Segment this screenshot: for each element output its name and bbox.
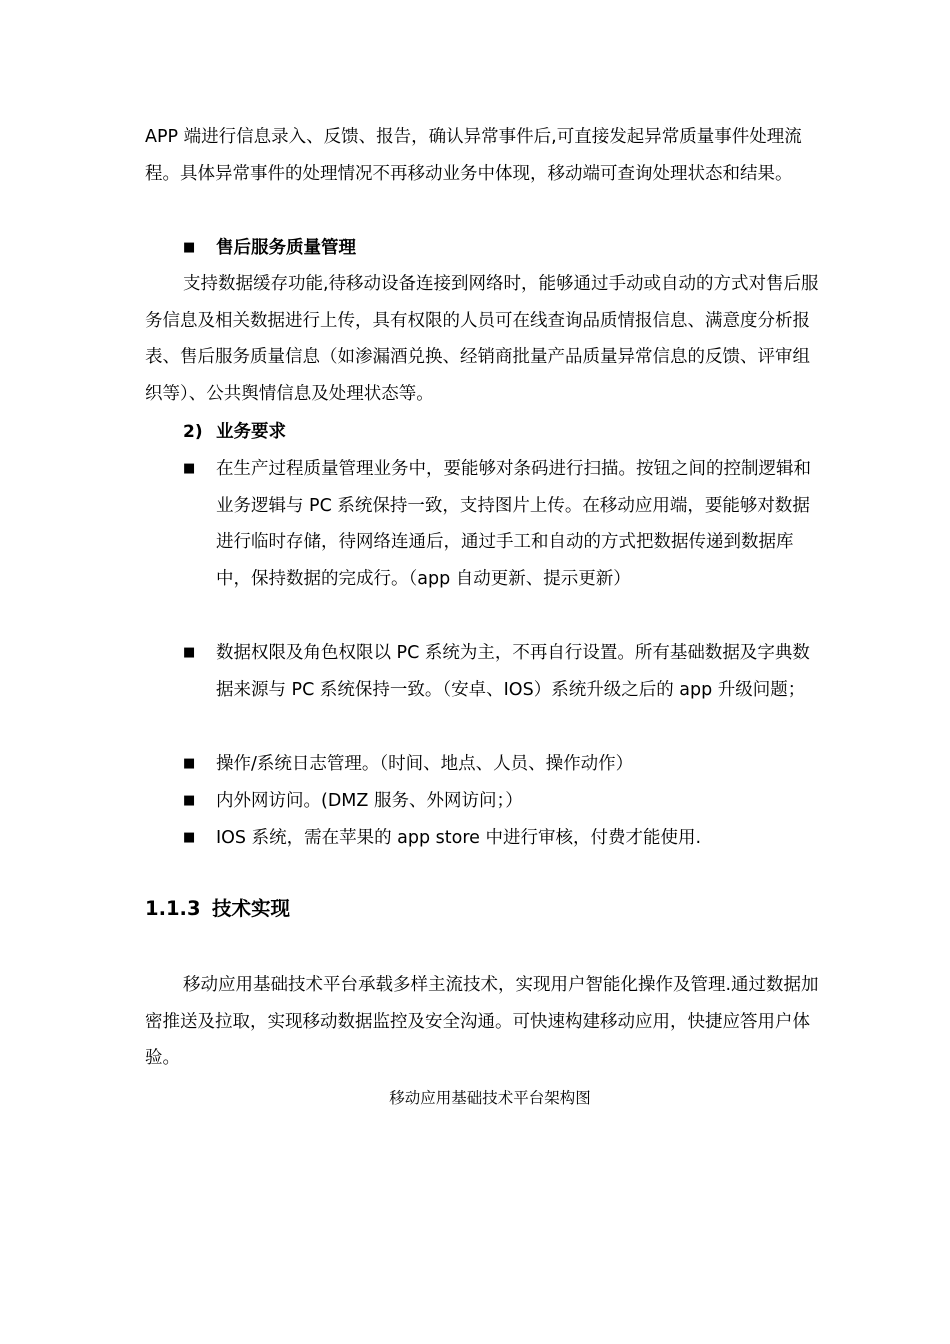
requirement-text: IOS 系统，需在苹果的 app store 中进行审核，付费才能使用. — [216, 828, 702, 848]
section-title: 技术实现 — [212, 897, 291, 920]
after-sales-title: 售后服务质量管理 — [216, 238, 356, 258]
square-bullet-icon: ■ — [183, 756, 196, 771]
requirement-text: 内外网访问。(DMZ 服务、外网访问；） — [216, 791, 523, 811]
section-heading — [145, 891, 290, 927]
figure-caption: 移动应用基础技术平台架构图 — [389, 1089, 591, 1107]
business-requirements-heading — [183, 414, 823, 451]
list-number: 2) — [183, 422, 203, 442]
list-item — [183, 635, 823, 708]
requirement-text: 在生产过程质量管理业务中，要能够对条码进行扫描。按钮之间的控制逻辑和业务逻辑与 PC 系统保持一致，支持图片上传。在移动应用端，要能够对数据进行临时存储，待网络连通后，通过手工和自动的方式把数据传递到数据库中，保持数据的完成行。（app 自动更新、提示更新） — [216, 459, 811, 589]
section-number: 1.1.3 — [145, 897, 201, 920]
requirement-text: 操作/系统日志管理。（时间、地点、人员、操作动作） — [216, 754, 634, 774]
square-bullet-icon: ■ — [183, 461, 196, 476]
intro-paragraph: APP 端进行信息录入、反馈、报告，确认异常事件后,可直接发起异常质量事件处理流程。具体异常事件的处理情况不再移动业务中体现，移动端可查询处理状态和结果。 — [145, 127, 802, 184]
list-item — [183, 451, 823, 597]
requirement-text: 数据权限及角色权限以 PC 系统为主，不再自行设置。所有基础数据及字典数据来源与 PC 系统保持一致。（安卓、IOS）系统升级之后的 app 升级问题； — [216, 643, 810, 700]
list-item — [183, 783, 823, 820]
square-bullet-icon: ■ — [183, 830, 196, 845]
square-bullet-icon: ■ — [183, 240, 196, 255]
after-sales-heading — [183, 230, 823, 267]
tech-paragraph: 移动应用基础技术平台承载多样主流技术，实现用户智能化操作及管理.通过数据加密推送及拉取，实现移动数据监控及安全沟通。可快速构建移动应用，快捷应答用户体验。 — [145, 975, 819, 1068]
list-item — [183, 746, 823, 783]
square-bullet-icon: ■ — [183, 793, 196, 808]
business-requirements-title: 业务要求 — [216, 422, 286, 442]
after-sales-paragraph: 支持数据缓存功能,待移动设备连接到网络时，能够通过手动或自动的方式对售后服务信息及相关数据进行上传，具有权限的人员可在线查询品质情报信息、满意度分析报表、售后服务质量信息（如渗漏酒兑换、经销商批量产品质量异常信息的反馈、评审组织等）、公共舆情信息及处理状态等。 — [145, 274, 819, 404]
square-bullet-icon: ■ — [183, 645, 196, 660]
list-item — [183, 820, 823, 857]
